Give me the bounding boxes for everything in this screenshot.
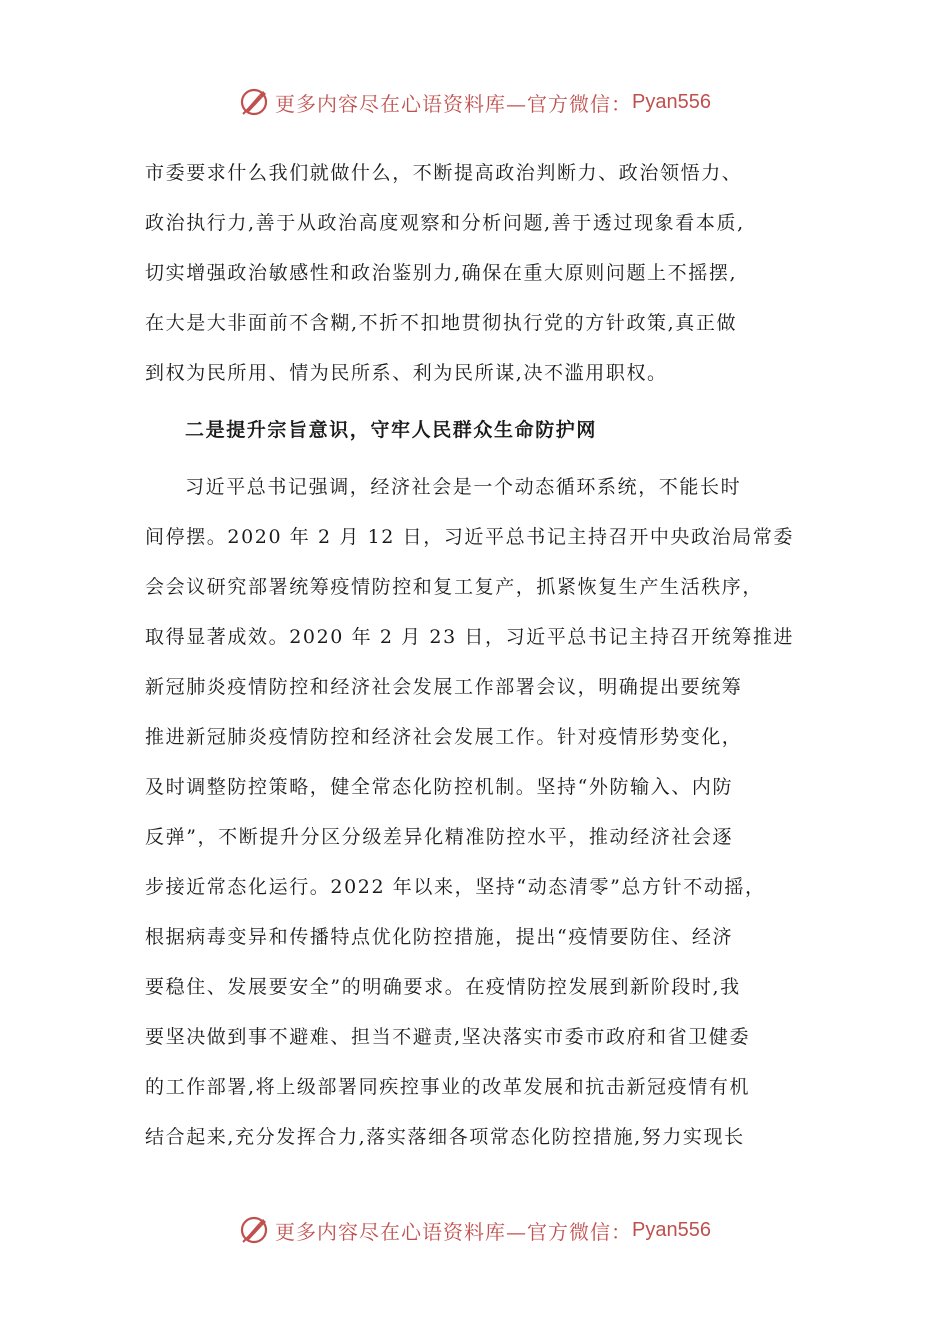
paragraph-political: [145, 148, 817, 398]
text-line: 市委要求什么我们就做什么，不断提高政治判断力、政治领悟力、: [145, 162, 743, 184]
text-line: 步接近常态化运行。2022 年以来，坚持“动态清零”总方针不动摇，: [145, 876, 766, 898]
banner-wechat-id: Pyan556: [632, 1218, 711, 1241]
header-banner: [0, 82, 950, 122]
banner-wechat-id: Pyan556: [632, 90, 711, 113]
text-line: 习近平总书记强调，经济社会是一个动态循环系统，不能长时: [185, 476, 742, 498]
pen-logo-icon: [239, 1215, 269, 1245]
text-line: 政治执行力,善于从政治高度观察和分析问题,善于透过现象看本质,: [145, 212, 745, 234]
text-line: 推进新冠肺炎疫情防控和经济社会发展工作。针对疫情形势变化，: [145, 726, 743, 748]
pen-logo-icon: [239, 87, 269, 117]
text-line: 及时调整防控策略，健全常态化防控机制。坚持“外防输入、内防: [145, 776, 734, 798]
text-line: 根据病毒变异和传播特点优化防控措施，提出“疫情要防住、经济: [145, 926, 734, 948]
paragraph-epidemic: [145, 462, 817, 1162]
document-body: [145, 148, 817, 1162]
text-line: 取得显著成效。2020 年 2 月 23 日，习近平总书记主持召开统筹推进: [145, 626, 795, 648]
footer-banner: [0, 1210, 950, 1250]
text-line: 的工作部署,将上级部署同疾控事业的改革发展和抗击新冠疫情有机: [145, 1076, 751, 1098]
text-line: 新冠肺炎疫情防控和经济社会发展工作部署会议，明确提出要统筹: [145, 676, 743, 698]
banner-text: 更多内容尽在心语资料库—官方微信：: [275, 91, 633, 116]
text-line: 要稳住、发展要安全”的明确要求。在疫情防控发展到新阶段时,我: [145, 976, 741, 998]
text-line: 要坚决做到事不避难、担当不避责,坚决落实市委市政府和省卫健委: [145, 1026, 751, 1048]
banner-text: 更多内容尽在心语资料库—官方微信：: [275, 1219, 633, 1244]
text-line: 切实增强政治敏感性和政治鉴别力,确保在重大原则问题上不摇摆,: [145, 262, 738, 284]
text-line: 反弹”，不断提升分区分级差异化精准防控水平，推动经济社会逐: [145, 826, 734, 848]
section-heading: 二是提升宗旨意识，守牢人民群众生命防护网: [185, 419, 598, 441]
text-line: 会会议研究部署统筹疫情防控和复工复产，抓紧恢复生产生活秩序，: [145, 576, 764, 598]
text-line: 到权为民所用、情为民所系、利为民所谋,决不滥用职权。: [145, 362, 668, 384]
text-line: 结合起来,充分发挥合力,落实落细各项常态化防控措施,努力实现长: [145, 1126, 745, 1148]
text-line: 在大是大非面前不含糊,不折不扣地贯彻执行党的方针政策,真正做: [145, 312, 738, 334]
text-line: 间停摆。2020 年 2 月 12 日，习近平总书记主持召开中央政治局常委: [145, 526, 795, 548]
